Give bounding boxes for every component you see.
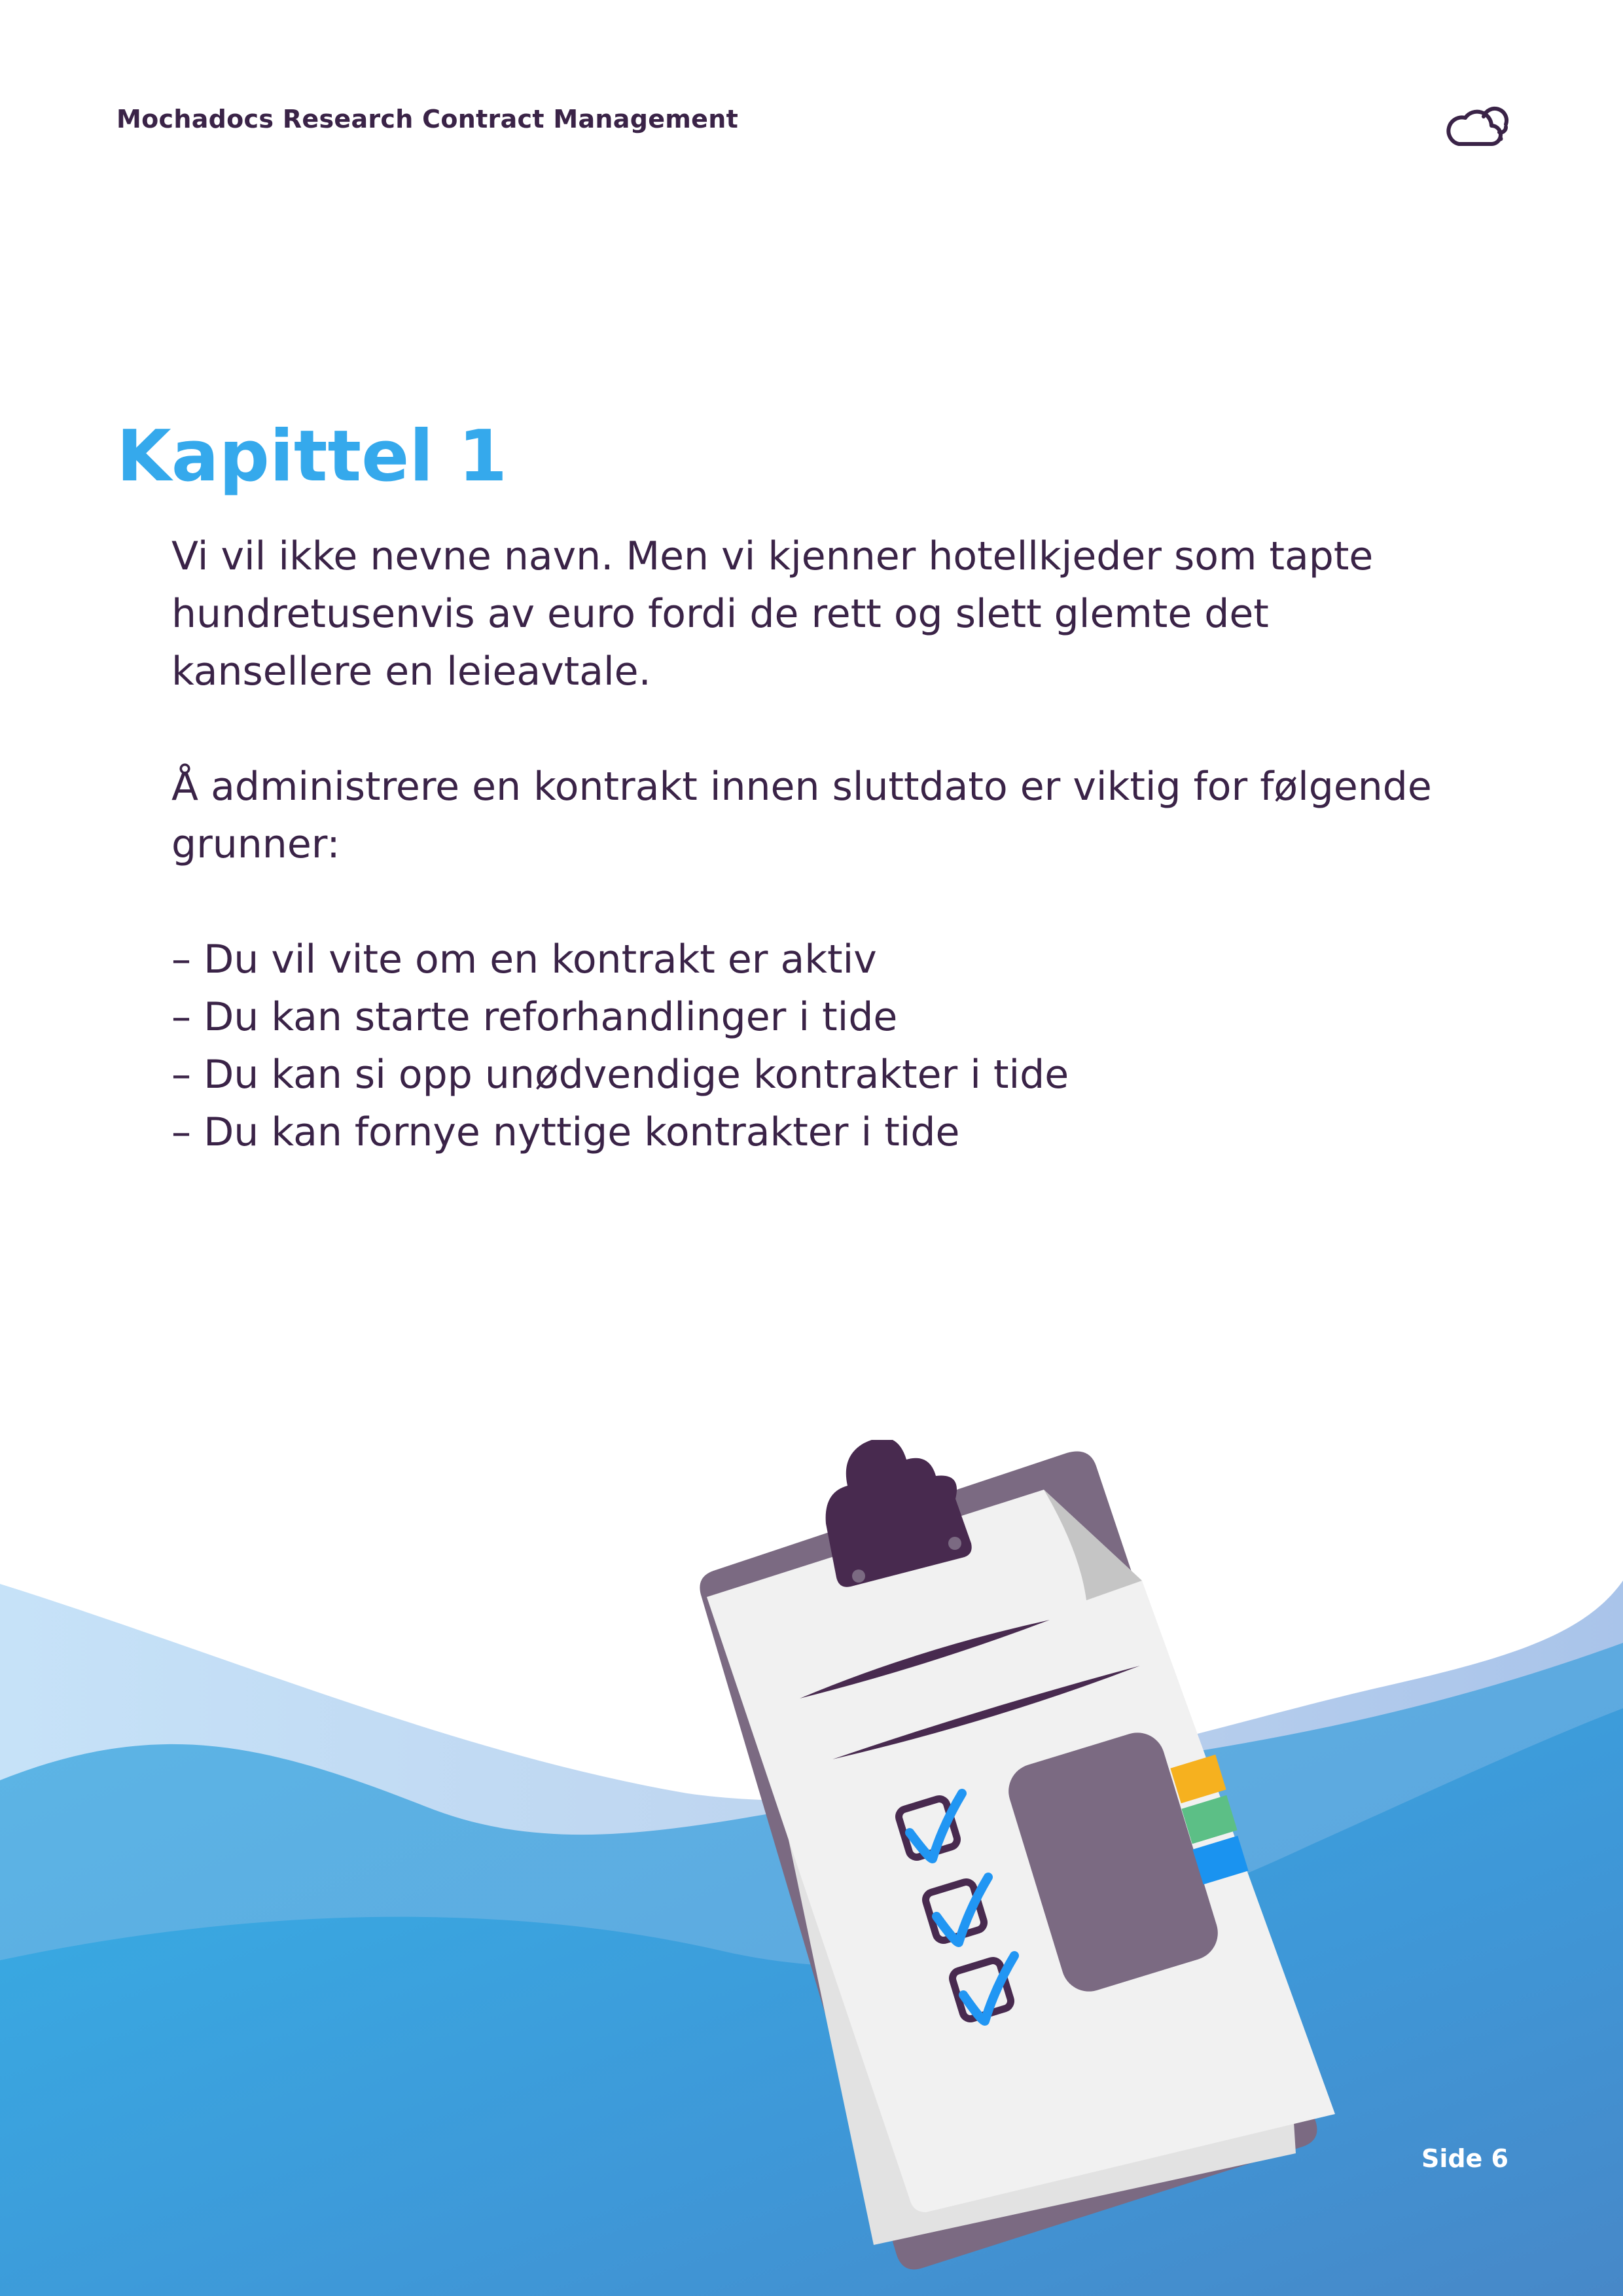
wave-clipboard-illustration <box>0 1440 1623 2296</box>
cloud-icon <box>1443 105 1511 148</box>
paragraph-line: hundretusenvis av euro fordi de rett og slett glemte det <box>171 591 1269 637</box>
header-title: Mochadocs Research Contract Management <box>116 105 739 134</box>
paragraph-line: kansellere en leieavtale. <box>171 649 651 694</box>
list-item: – Du kan si opp unødvendige kontrakter i tide <box>171 1052 1069 1098</box>
page-number: Side 6 <box>1421 2144 1508 2173</box>
paragraph-line: grunner: <box>171 821 340 867</box>
list-item: – Du vil vite om en kontrakt er aktiv <box>171 937 877 982</box>
paragraph-line: Å administrere en kontrakt innen sluttdato er viktig for følgende <box>171 764 1432 810</box>
body-text <box>171 528 1480 1161</box>
paragraph-line: Vi vil ikke nevne navn. Men vi kjenner hotellkjeder som tapte <box>171 533 1374 579</box>
list-item: – Du kan starte reforhandlinger i tide <box>171 994 898 1040</box>
chapter-title: Kapittel 1 <box>116 416 508 498</box>
list-item: – Du kan fornye nyttige kontrakter i tide <box>171 1109 960 1155</box>
